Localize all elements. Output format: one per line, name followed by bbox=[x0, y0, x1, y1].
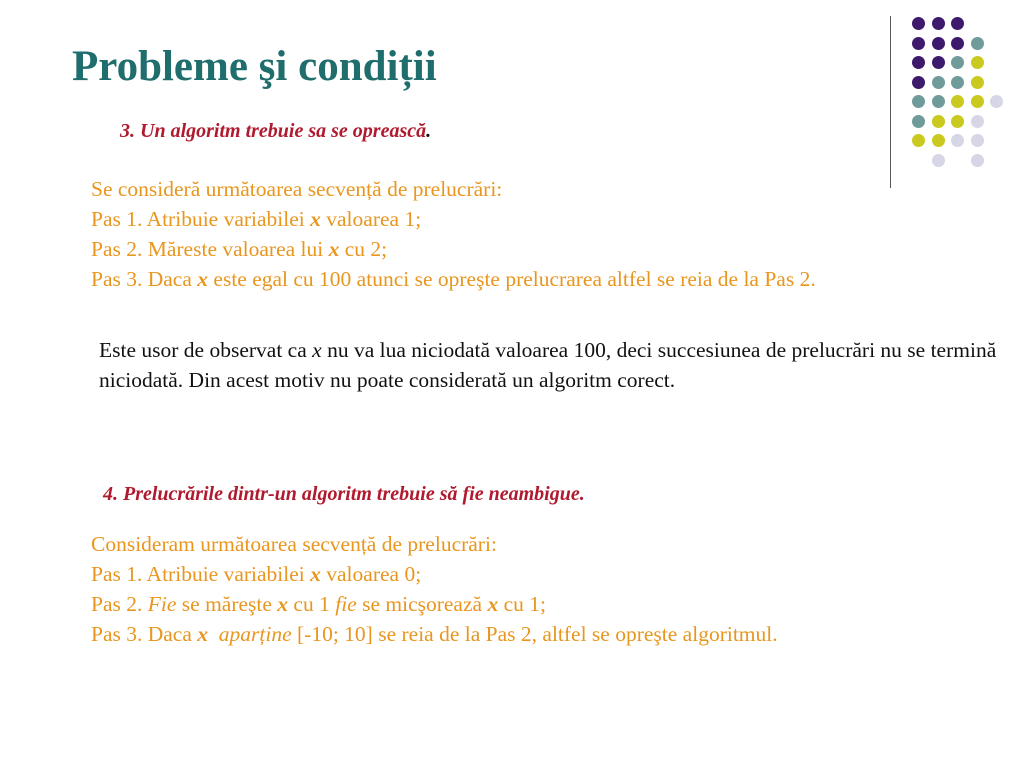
decorative-dot bbox=[932, 76, 945, 89]
step-2-text: se micşorează bbox=[356, 592, 488, 616]
variable-x: x bbox=[487, 592, 499, 616]
decorative-dot bbox=[971, 56, 984, 69]
decorative-dot bbox=[932, 17, 945, 30]
section-4-step-2 bbox=[91, 589, 1006, 619]
section-3-intro: Se consideră următoarea secvență de prelucrări: bbox=[91, 177, 503, 201]
decorative-dot bbox=[971, 76, 984, 89]
step-2-text: Pas 2. bbox=[91, 592, 148, 616]
section-4-intro: Consideram următoarea secvență de prelucrări: bbox=[91, 532, 497, 556]
step-3-gap bbox=[208, 622, 219, 646]
slide-title: Probleme şi condiții bbox=[72, 43, 437, 90]
decorative-dot bbox=[912, 76, 925, 89]
decorative-dot bbox=[912, 115, 925, 128]
decorative-dot bbox=[932, 37, 945, 50]
decorative-dot bbox=[951, 95, 964, 108]
decorative-dot bbox=[912, 134, 925, 147]
step-2-text-end: cu 2; bbox=[339, 237, 388, 261]
word-apartine: aparține bbox=[218, 622, 292, 646]
step-1-text-end: valoarea 1; bbox=[320, 207, 422, 231]
section-4-step-3 bbox=[91, 619, 1006, 649]
decorative-dot bbox=[971, 37, 984, 50]
step-3-text-end: [-10; 10] se reia de la Pas 2, altfel se opreşte algoritmul. bbox=[291, 622, 778, 646]
section-4-steps bbox=[91, 529, 1006, 649]
variable-x: x bbox=[310, 562, 321, 586]
variable-x: x bbox=[312, 338, 322, 362]
decorative-dot bbox=[951, 76, 964, 89]
decorative-dot bbox=[971, 134, 984, 147]
step-3-text: Pas 3. Daca bbox=[91, 267, 198, 291]
step-3-text: Pas 3. Daca bbox=[91, 622, 198, 646]
variable-x: x bbox=[277, 592, 289, 616]
section-3-heading-period: . bbox=[426, 120, 432, 142]
decorative-dot bbox=[971, 95, 984, 108]
decorative-dot bbox=[990, 95, 1003, 108]
section-3-steps bbox=[91, 174, 1006, 294]
decorative-dot bbox=[912, 17, 925, 30]
variable-x: x bbox=[197, 267, 209, 291]
decorative-dot bbox=[951, 115, 964, 128]
decorative-dot bbox=[951, 134, 964, 147]
decorative-dot-grid bbox=[0, 0, 1024, 200]
note-text-end: nu va lua niciodată valoarea 100, deci succesiunea de prelucrări nu se termină niciodată. Din acest motiv nu poate considerată un algoritm corect. bbox=[99, 338, 997, 392]
section-4-heading: 4. Prelucrările dintr-un algoritm trebuie să fie neambigue. bbox=[103, 483, 585, 505]
decorative-dot bbox=[932, 154, 945, 167]
decorative-dot bbox=[912, 95, 925, 108]
section-4-step-1 bbox=[91, 559, 1006, 589]
step-1-text: Pas 1. Atribuie variabilei bbox=[91, 562, 311, 586]
step-1-text: Pas 1. Atribuie variabilei bbox=[91, 207, 311, 231]
decorative-dot bbox=[951, 17, 964, 30]
decorative-dot bbox=[912, 37, 925, 50]
decorative-dot bbox=[932, 115, 945, 128]
step-2-text: cu 1 bbox=[288, 592, 336, 616]
step-3-text-end: este egal cu 100 atunci se opreşte prelucrarea altfel se reia de la Pas 2. bbox=[208, 267, 816, 291]
step-2-text-end: cu 1; bbox=[498, 592, 546, 616]
step-1-text-end: valoarea 0; bbox=[320, 562, 422, 586]
section-3-heading-text: 3. Un algoritm trebuie sa se oprească bbox=[120, 120, 427, 142]
variable-x: x bbox=[328, 237, 340, 261]
decorative-dot bbox=[932, 56, 945, 69]
variable-x: x bbox=[310, 207, 321, 231]
word-fie: Fie bbox=[147, 592, 177, 616]
word-fie: fie bbox=[335, 592, 357, 616]
decorative-dot bbox=[951, 56, 964, 69]
note-text: Este usor de observat ca bbox=[99, 338, 313, 362]
section-3-step-1 bbox=[91, 204, 1006, 234]
decorative-dot bbox=[971, 115, 984, 128]
decorative-dot bbox=[971, 154, 984, 167]
decorative-dot bbox=[951, 37, 964, 50]
step-2-text: Pas 2. Măreste valoarea lui bbox=[91, 237, 329, 261]
section-3-heading bbox=[120, 120, 431, 143]
section-3-note bbox=[99, 335, 1009, 395]
decorative-dot bbox=[912, 56, 925, 69]
variable-x: x bbox=[197, 622, 209, 646]
step-2-text: se măreşte bbox=[176, 592, 278, 616]
section-3-step-3 bbox=[91, 264, 1006, 294]
decorative-dot bbox=[932, 134, 945, 147]
decorative-dot bbox=[932, 95, 945, 108]
section-3-step-2 bbox=[91, 234, 1006, 264]
